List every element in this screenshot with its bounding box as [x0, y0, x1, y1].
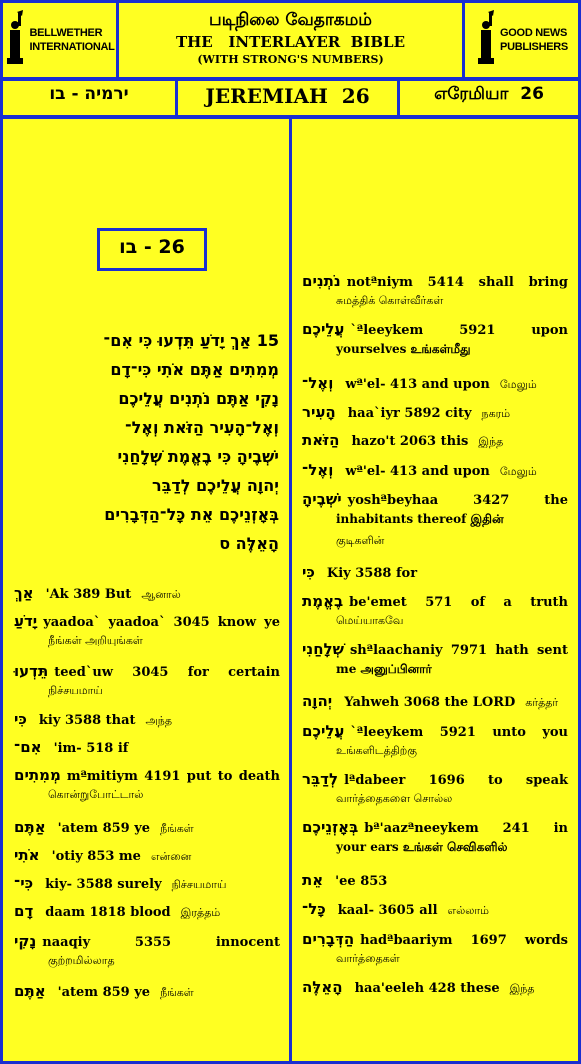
word-entry	[302, 722, 568, 762]
verse-line: נָקִי אַתֶּם נֹתְנִים עֲלֵיכֶם	[118, 389, 279, 408]
transliteration-line: kaal- 3605 all	[337, 903, 438, 918]
tamil-gloss: நிச்சயமாய்	[171, 878, 227, 891]
gloss-line: உங்களிடத்திற்கு	[336, 744, 417, 757]
gloss-line: yourselves உங்கள்மீது	[336, 342, 471, 356]
gloss-line: நிச்சயமாய்	[48, 684, 103, 697]
hebrew-word: הָעִיר	[302, 403, 336, 421]
verse-line: 15 אַךְ יָדֹעַ תֵּדְעוּ כִּי אִם־	[103, 331, 279, 350]
tamil-gloss: அந்த	[145, 714, 172, 727]
hebrew-word: אַתֶּם	[14, 818, 46, 836]
word-entry	[302, 871, 568, 889]
transliteration-line: wª'el- 413 and upon	[345, 377, 490, 392]
hebrew-word: בֶאֱמֶת	[302, 592, 344, 610]
word-entry	[302, 272, 568, 312]
word-entry	[302, 770, 568, 810]
hebrew-word: יָדֹעַ	[14, 612, 38, 630]
word-entry	[14, 710, 280, 729]
tamil-gloss: இந்த	[478, 435, 504, 448]
transliteration-line: yoshªbeyhaa 3427 the	[347, 493, 568, 508]
transliteration-line: 'atem 859 ye	[57, 985, 151, 1000]
hebrew-word: הַזֹּאת	[302, 431, 340, 449]
word-entry	[14, 982, 280, 1001]
word-entry	[302, 320, 568, 360]
hebrew-word: עֲלֵיכֶם	[302, 722, 345, 740]
hebrew-word: אַךְ	[14, 584, 34, 602]
verse-line: בְּאָזְנֵיכֶם אֵת כָּל־הַדְּבָרִים	[104, 505, 279, 524]
word-entry	[302, 978, 568, 997]
word-entry	[14, 766, 280, 806]
logo-line2: PUBLISHERS	[500, 41, 568, 53]
word-entry	[302, 930, 568, 970]
gloss-line: me அனுப்பினார்	[336, 662, 432, 676]
transliteration-line: kiy 3588 that	[38, 713, 136, 728]
tamil-book-label: எரேமியா 26	[434, 84, 544, 104]
transliteration-line: teed`uw 3045 for certain	[54, 665, 280, 680]
good-news-logo	[468, 8, 576, 72]
gloss-line: குற்றமில்லாத	[48, 954, 115, 967]
tamil-gloss: நீங்கள்	[160, 822, 194, 835]
transliteration-line: 'atem 859 ye	[57, 821, 151, 836]
tamil-gloss: நீங்கள்	[160, 986, 194, 999]
transliteration-line: notªniym 5414 shall bring	[346, 275, 568, 290]
gloss-line: வார்த்தைகளை சொல்ல	[336, 792, 453, 805]
hebrew-word: אַתֶּם	[14, 982, 46, 1000]
tamil-gloss: மேலும்	[499, 378, 537, 391]
hebrew-word: כָּל־	[302, 900, 326, 918]
hebrew-word: כִּי	[302, 563, 315, 581]
word-entry	[14, 818, 280, 837]
gloss-line: inhabitants thereof இதின்	[336, 512, 504, 526]
word-entry	[302, 490, 568, 552]
transliteration-line: shªlaachaniy 7971 hath sent	[349, 643, 568, 658]
gloss-line: your ears உங்கள் செவிகளில்	[336, 840, 508, 854]
hebrew-word: וְאֶל־	[302, 374, 334, 392]
word-entry	[302, 640, 568, 680]
transliteration-line: 'im- 518 if	[53, 741, 129, 756]
tamil-gloss: எல்லாம்	[447, 904, 489, 917]
statue-icon	[476, 10, 496, 70]
gloss-line: வார்த்தைகள்	[336, 952, 400, 965]
english-book-label: JEREMIAH 26	[205, 84, 370, 108]
verse-line: הָאֵלֶּה ס	[219, 534, 279, 553]
transliteration-line: yaadoa` yaadoa` 3045 know ye	[43, 615, 280, 630]
transliteration-line: naaqiy 5355 innocent	[42, 935, 280, 950]
transliteration-line: bª'aazªneeykem 241 in	[364, 821, 568, 836]
hebrew-word: כִּי	[14, 710, 27, 728]
tamil-gloss: இரத்தம்	[180, 906, 221, 919]
hebrew-word: אֹתִי	[14, 846, 40, 864]
transliteration-line: be'emet 571 of a truth	[349, 595, 568, 610]
hebrew-word: אֵת	[302, 871, 324, 889]
logo-line2: INTERNATIONAL	[29, 41, 115, 53]
bellwether-logo	[6, 8, 114, 72]
tamil-gloss: மேலும்	[499, 465, 537, 478]
transliteration-line: `ªleeykem 5921 unto you	[350, 725, 568, 740]
gloss-line: மெய்யாகவே	[336, 614, 404, 627]
hebrew-book-label: ירמיה - בו	[49, 84, 129, 104]
tamil-gloss: நகரம்	[481, 407, 511, 420]
statue-icon	[5, 10, 25, 70]
hebrew-word: דָם	[14, 902, 34, 920]
gloss-line: கொன்றுபோட்டால்	[48, 788, 144, 801]
hebrew-word: עֲלֵיכֶם	[302, 320, 345, 338]
transliteration-line: 'ee 853	[335, 874, 388, 889]
word-entry	[302, 692, 568, 711]
verse-line: יֹשְׁבֶיהָ כִּי בֶאֱמֶת שְׁלָחַנִי	[117, 447, 279, 466]
transliteration-line: lªdabeer 1696 to speak	[344, 773, 568, 788]
transliteration-line: kiy- 3588 surely	[45, 877, 162, 892]
hebrew-word: שְׁלָחַנִי	[302, 640, 344, 658]
word-entry	[302, 374, 568, 393]
transliteration-line: `ªleeykem 5921 upon	[350, 323, 568, 338]
chapter-label: 26 - בו	[119, 236, 185, 258]
word-entry	[302, 403, 568, 422]
verse-line: יְהוָה עֲלֵיכֶם לְדַבֵּר	[151, 476, 279, 495]
word-entry	[302, 431, 568, 450]
word-entry	[14, 584, 280, 603]
right-column	[289, 116, 581, 1064]
word-entry	[302, 900, 568, 919]
transliteration-line: 'Ak 389 But	[45, 587, 132, 602]
hebrew-word: יְהוָה	[302, 692, 333, 710]
word-entry	[14, 612, 280, 652]
tamil-title: படிநிலை வேதாகமம்	[209, 10, 372, 30]
hebrew-word: תֵּדְעוּ	[14, 662, 49, 680]
hebrew-word: נָקִי	[14, 932, 37, 950]
hebrew-word: הַדְּבָרִים	[302, 930, 355, 948]
word-entry	[302, 461, 568, 480]
hebrew-word: וְאֶל־	[302, 461, 334, 479]
verse-text	[19, 326, 279, 558]
hebrew-word: נֹתְנִים	[302, 272, 341, 290]
word-entry	[14, 846, 280, 865]
word-entry	[14, 874, 280, 893]
transliteration-line: Kiy 3588 for	[326, 566, 418, 581]
gloss-line: சுமத்திக் கொள்வீர்கள்	[336, 294, 444, 307]
transliteration-line: mªmitiym 4191 put to death	[66, 769, 280, 784]
hebrew-word: מְמִתִים	[14, 766, 61, 784]
word-entry	[14, 902, 280, 921]
transliteration-line: daam 1818 blood	[45, 905, 171, 920]
gloss-line: நீங்கள் அறியுங்கள்	[48, 634, 143, 647]
word-entry	[302, 818, 568, 858]
transliteration-line: hadªbaariym 1697 words	[360, 933, 568, 948]
transliteration-line: haa'eeleh 428 these	[354, 981, 500, 996]
hebrew-word: כִּי־	[14, 874, 34, 892]
tamil-gloss: இந்த	[509, 982, 535, 995]
transliteration-line: hazo't 2063 this	[351, 434, 469, 449]
transliteration-line: haa`iyr 5892 city	[347, 406, 472, 421]
subtitle: (WITH STRONG'S NUMBERS)	[197, 53, 384, 66]
tamil-gloss: ஆனால்	[141, 588, 181, 601]
hebrew-word: אִם־	[14, 738, 42, 756]
word-entry	[14, 932, 280, 972]
hebrew-word: יֹשְׁבֶיהָ	[302, 490, 342, 508]
hebrew-word: לְדַבֵּר	[302, 770, 339, 788]
word-entry	[14, 738, 280, 756]
logo-line1: GOOD NEWS	[500, 27, 568, 39]
transliteration-line: Yahweh 3068 the LORD	[344, 695, 516, 710]
tamil-gloss: கர்த்தர்	[525, 696, 559, 709]
word-entry	[302, 563, 568, 581]
hebrew-word: בְּאָזְנֵיכֶם	[302, 818, 359, 836]
transliteration-line: 'otiy 853 me	[51, 849, 141, 864]
tamil-gloss: என்னை	[150, 850, 192, 863]
transliteration-line: wª'el- 413 and upon	[345, 464, 490, 479]
gloss-line: குடிகளின்	[336, 534, 385, 547]
word-entry	[302, 592, 568, 632]
english-title: THE INTERLAYER BIBLE	[175, 33, 406, 51]
logo-line1: BELLWETHER	[29, 27, 103, 39]
title-block	[119, 8, 462, 68]
verse-line: מְמִתִים אַתֶּם אֹתִי כִּי־דָם	[110, 360, 279, 379]
verse-line: וְאֶל־הָעִיר הַזֹּאת וְאֶל־	[124, 418, 279, 437]
hebrew-word: הָאֵלֶּה	[302, 978, 343, 996]
word-entry	[14, 662, 280, 702]
